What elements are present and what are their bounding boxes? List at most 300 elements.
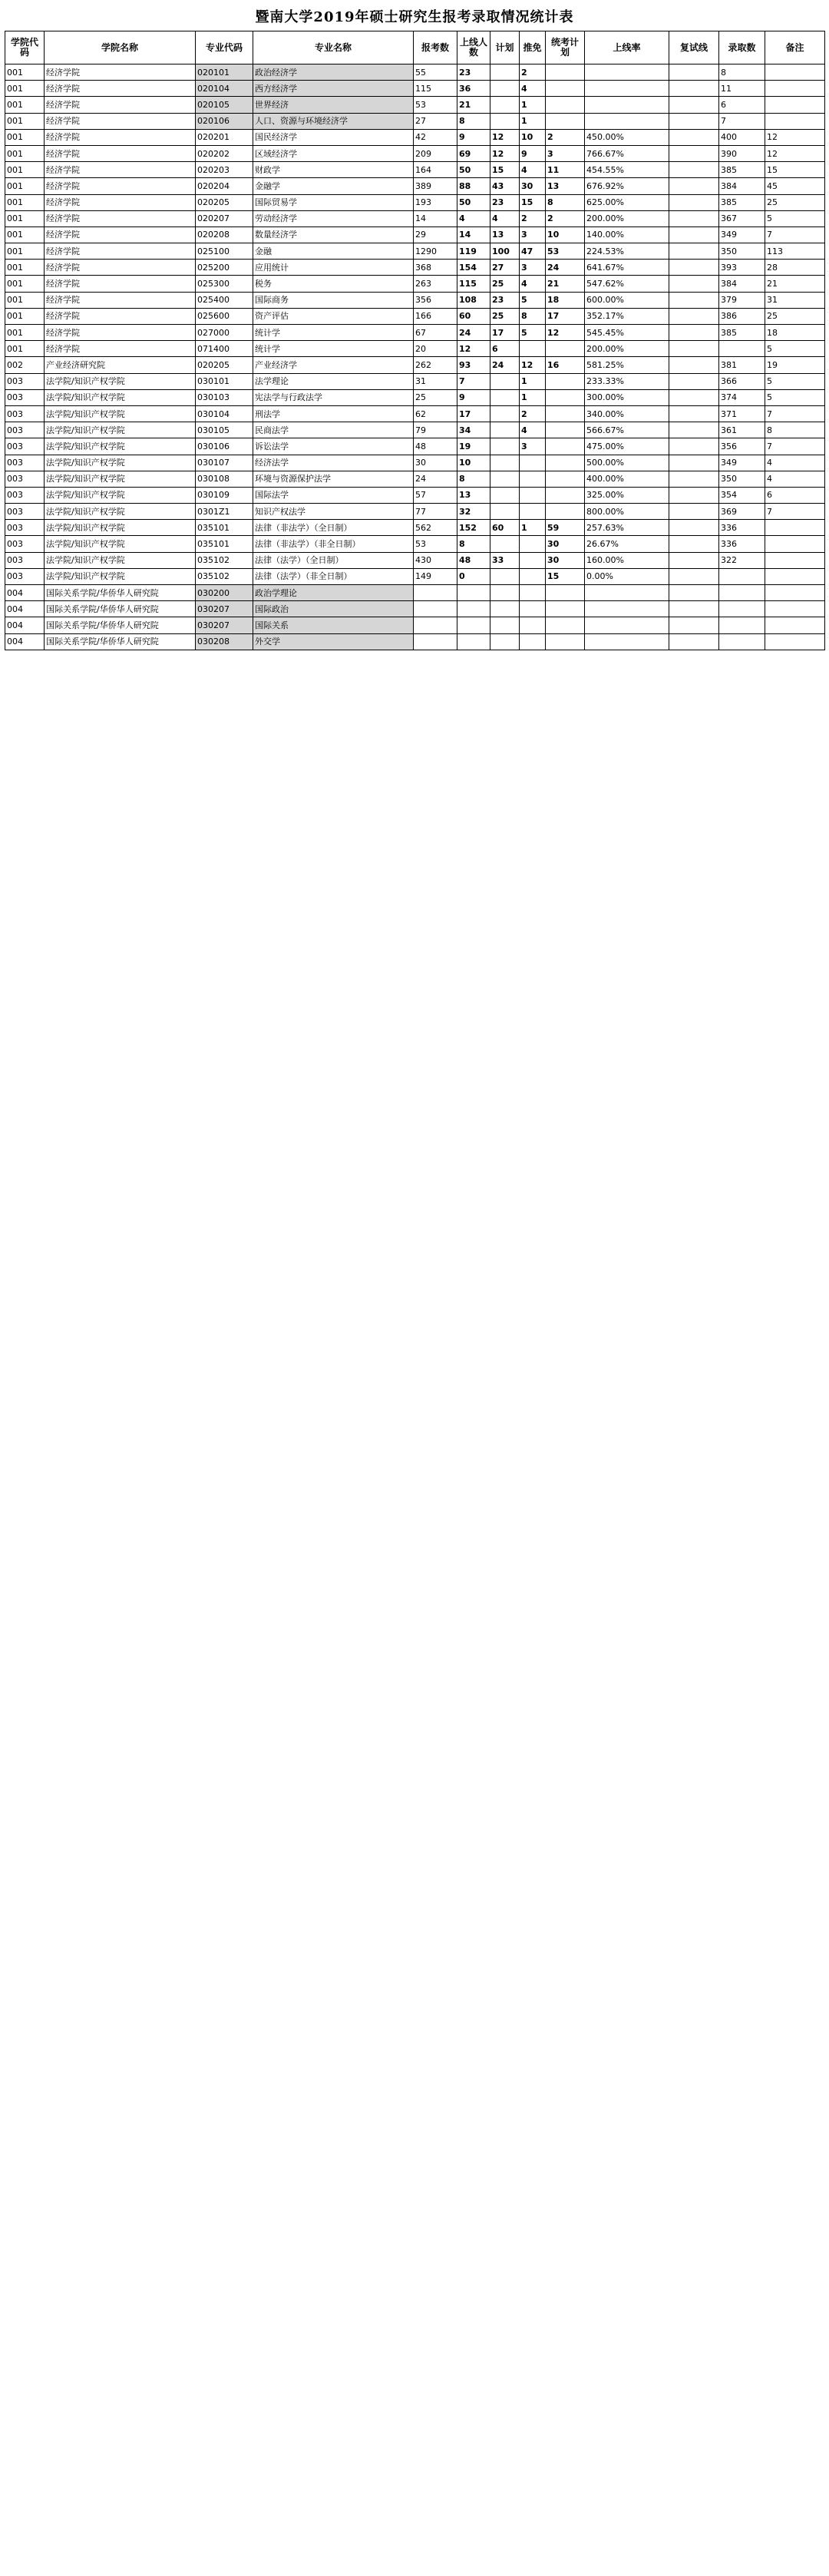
cell-qualified: 21 <box>457 97 490 113</box>
cell-exempt <box>520 455 546 471</box>
cell-major-code: 025300 <box>196 276 253 292</box>
cell-applicants <box>414 633 457 650</box>
cell-major-code: 030208 <box>196 633 253 650</box>
cell-exempt: 1 <box>520 97 546 113</box>
cell-admitted <box>719 601 765 617</box>
cell-cutoff <box>669 260 719 276</box>
cell-admitted: 374 <box>719 389 765 405</box>
cell-exempt <box>520 536 546 552</box>
cell-qualified: 7 <box>457 373 490 389</box>
cell-admitted: 369 <box>719 504 765 520</box>
cell-admitted: 384 <box>719 276 765 292</box>
cell-remark: 19 <box>765 357 825 373</box>
cell-applicants: 115 <box>414 81 457 97</box>
cell-applicants: 562 <box>414 520 457 536</box>
page-title: 暨南大学2019年硕士研究生报考录取情况统计表 <box>255 9 574 25</box>
cell-major-name: 国际贸易学 <box>253 194 414 210</box>
cell-major-code: 020208 <box>196 227 253 243</box>
cell-major-name: 外交学 <box>253 633 414 650</box>
cell-exam-plan: 2 <box>546 129 585 145</box>
cell-major-code: 030104 <box>196 405 253 422</box>
cell-pass-rate <box>585 64 669 81</box>
cell-admitted: 367 <box>719 210 765 227</box>
cell-major-code: 020101 <box>196 64 253 81</box>
cell-exempt <box>520 617 546 633</box>
cell-college-name: 国际关系学院/华侨华人研究院 <box>45 601 196 617</box>
cell-exempt <box>520 585 546 601</box>
header-remark: 备注 <box>765 31 825 64</box>
cell-qualified: 34 <box>457 422 490 438</box>
cell-college-code: 001 <box>5 210 45 227</box>
cell-cutoff <box>669 552 719 568</box>
cell-cutoff <box>669 487 719 503</box>
cell-remark: 5 <box>765 341 825 357</box>
cell-college-code: 001 <box>5 260 45 276</box>
cell-pass-rate: 641.67% <box>585 260 669 276</box>
cell-admitted: 393 <box>719 260 765 276</box>
table-row <box>5 292 825 308</box>
cell-major-name: 法律（非法学）（非全日制） <box>253 536 414 552</box>
cell-college-code: 001 <box>5 97 45 113</box>
cell-major-name: 世界经济 <box>253 97 414 113</box>
cell-major-name: 应用统计 <box>253 260 414 276</box>
cell-pass-rate: 475.00% <box>585 438 669 455</box>
cell-major-name: 税务 <box>253 276 414 292</box>
cell-qualified: 69 <box>457 145 490 161</box>
cell-major-code: 030108 <box>196 471 253 487</box>
cell-college-name: 经济学院 <box>45 260 196 276</box>
cell-college-name: 法学院/知识产权学院 <box>45 405 196 422</box>
table-row <box>5 227 825 243</box>
cell-exam-plan: 15 <box>546 568 585 584</box>
cell-college-name: 法学院/知识产权学院 <box>45 504 196 520</box>
cell-major-code: 030106 <box>196 438 253 455</box>
cell-admitted <box>719 617 765 633</box>
cell-college-code: 001 <box>5 81 45 97</box>
cell-exempt <box>520 568 546 584</box>
cell-qualified: 36 <box>457 81 490 97</box>
cell-qualified: 19 <box>457 438 490 455</box>
cell-qualified: 60 <box>457 308 490 324</box>
cell-qualified <box>457 585 490 601</box>
cell-college-code: 001 <box>5 129 45 145</box>
cell-major-name: 国民经济学 <box>253 129 414 145</box>
cell-exam-plan: 17 <box>546 308 585 324</box>
cell-remark <box>765 64 825 81</box>
cell-college-name: 经济学院 <box>45 178 196 194</box>
cell-exam-plan <box>546 422 585 438</box>
cell-college-code: 003 <box>5 504 45 520</box>
cell-plan: 4 <box>490 210 520 227</box>
cell-college-name: 法学院/知识产权学院 <box>45 520 196 536</box>
cell-admitted: 390 <box>719 145 765 161</box>
cell-exempt: 1 <box>520 113 546 129</box>
cell-college-code: 001 <box>5 341 45 357</box>
cell-plan <box>490 617 520 633</box>
cell-college-name: 经济学院 <box>45 64 196 81</box>
cell-plan <box>490 389 520 405</box>
cell-exam-plan: 24 <box>546 260 585 276</box>
cell-exempt: 1 <box>520 373 546 389</box>
cell-pass-rate: 160.00% <box>585 552 669 568</box>
cell-remark: 6 <box>765 487 825 503</box>
cell-major-name: 法律（法学）（非全日制） <box>253 568 414 584</box>
cell-exempt: 4 <box>520 162 546 178</box>
cell-college-name: 国际关系学院/华侨华人研究院 <box>45 617 196 633</box>
cell-pass-rate <box>585 97 669 113</box>
cell-plan: 15 <box>490 162 520 178</box>
cell-college-code: 004 <box>5 633 45 650</box>
cell-applicants: 53 <box>414 536 457 552</box>
cell-plan <box>490 422 520 438</box>
cell-cutoff <box>669 504 719 520</box>
cell-college-name: 经济学院 <box>45 227 196 243</box>
table-row <box>5 194 825 210</box>
cell-college-name: 产业经济研究院 <box>45 357 196 373</box>
header-admitted: 录取数 <box>719 31 765 64</box>
cell-pass-rate: 300.00% <box>585 389 669 405</box>
table-row <box>5 81 825 97</box>
cell-plan: 24 <box>490 357 520 373</box>
cell-exam-plan <box>546 455 585 471</box>
cell-remark <box>765 113 825 129</box>
cell-applicants: 77 <box>414 504 457 520</box>
cell-remark: 31 <box>765 292 825 308</box>
table-row <box>5 617 825 633</box>
cell-qualified: 10 <box>457 455 490 471</box>
cell-pass-rate: 581.25% <box>585 357 669 373</box>
cell-applicants: 53 <box>414 97 457 113</box>
cell-qualified: 24 <box>457 325 490 341</box>
table-row <box>5 373 825 389</box>
cell-exam-plan: 30 <box>546 536 585 552</box>
cell-plan <box>490 373 520 389</box>
cell-admitted: 349 <box>719 455 765 471</box>
cell-cutoff <box>669 97 719 113</box>
cell-plan <box>490 81 520 97</box>
cell-major-name: 统计学 <box>253 341 414 357</box>
cell-applicants: 67 <box>414 325 457 341</box>
cell-plan: 25 <box>490 308 520 324</box>
cell-applicants: 30 <box>414 455 457 471</box>
cell-cutoff <box>669 178 719 194</box>
cell-remark <box>765 520 825 536</box>
cell-major-name: 民商法学 <box>253 422 414 438</box>
cell-exam-plan: 13 <box>546 178 585 194</box>
cell-pass-rate: 233.33% <box>585 373 669 389</box>
cell-remark: 25 <box>765 308 825 324</box>
cell-major-name: 法律（法学）（全日制） <box>253 552 414 568</box>
cell-exempt: 4 <box>520 276 546 292</box>
cell-admitted: 385 <box>719 194 765 210</box>
cell-admitted <box>719 585 765 601</box>
cell-major-name: 数量经济学 <box>253 227 414 243</box>
cell-college-code: 004 <box>5 617 45 633</box>
header-major-code: 专业代码 <box>196 31 253 64</box>
cell-major-name: 统计学 <box>253 325 414 341</box>
cell-plan: 43 <box>490 178 520 194</box>
cell-college-name: 国际关系学院/华侨华人研究院 <box>45 585 196 601</box>
cell-college-code: 003 <box>5 373 45 389</box>
header-row <box>5 31 825 64</box>
cell-college-code: 001 <box>5 113 45 129</box>
cell-exempt <box>520 504 546 520</box>
cell-college-code: 003 <box>5 422 45 438</box>
cell-college-code: 004 <box>5 601 45 617</box>
cell-admitted: 350 <box>719 471 765 487</box>
cell-major-code: 030101 <box>196 373 253 389</box>
cell-major-code: 030207 <box>196 601 253 617</box>
table-row <box>5 585 825 601</box>
cell-applicants: 31 <box>414 373 457 389</box>
table-body <box>5 64 825 650</box>
cell-exam-plan <box>546 97 585 113</box>
cell-admitted: 354 <box>719 487 765 503</box>
table-row <box>5 536 825 552</box>
cell-college-code: 001 <box>5 308 45 324</box>
cell-college-code: 003 <box>5 438 45 455</box>
cell-plan <box>490 471 520 487</box>
cell-exempt <box>520 633 546 650</box>
cell-remark: 5 <box>765 389 825 405</box>
cell-plan: 60 <box>490 520 520 536</box>
cell-major-name: 国际政治 <box>253 601 414 617</box>
cell-qualified: 23 <box>457 64 490 81</box>
cell-exam-plan: 12 <box>546 325 585 341</box>
cell-plan <box>490 601 520 617</box>
cell-remark: 5 <box>765 373 825 389</box>
cell-college-name: 法学院/知识产权学院 <box>45 487 196 503</box>
cell-admitted: 6 <box>719 97 765 113</box>
cell-college-code: 001 <box>5 194 45 210</box>
cell-college-code: 001 <box>5 145 45 161</box>
cell-college-code: 003 <box>5 405 45 422</box>
cell-college-name: 经济学院 <box>45 162 196 178</box>
cell-major-code: 020106 <box>196 113 253 129</box>
cell-college-name: 经济学院 <box>45 113 196 129</box>
cell-exempt: 1 <box>520 520 546 536</box>
cell-college-name: 经济学院 <box>45 210 196 227</box>
cell-exam-plan <box>546 471 585 487</box>
cell-college-name: 经济学院 <box>45 81 196 97</box>
cell-major-name: 区域经济学 <box>253 145 414 161</box>
cell-exam-plan: 21 <box>546 276 585 292</box>
cell-exempt: 5 <box>520 325 546 341</box>
cell-applicants: 79 <box>414 422 457 438</box>
cell-major-code: 020205 <box>196 194 253 210</box>
cell-cutoff <box>669 536 719 552</box>
cell-cutoff <box>669 389 719 405</box>
cell-pass-rate <box>585 601 669 617</box>
cell-cutoff <box>669 585 719 601</box>
cell-major-code: 025400 <box>196 292 253 308</box>
cell-remark <box>765 568 825 584</box>
cell-plan <box>490 536 520 552</box>
cell-applicants: 14 <box>414 210 457 227</box>
cell-major-code: 020204 <box>196 178 253 194</box>
cell-applicants: 149 <box>414 568 457 584</box>
cell-major-code: 020203 <box>196 162 253 178</box>
cell-major-code: 030103 <box>196 389 253 405</box>
cell-major-name: 金融学 <box>253 178 414 194</box>
cell-pass-rate <box>585 81 669 97</box>
cell-applicants: 48 <box>414 438 457 455</box>
cell-exempt: 1 <box>520 389 546 405</box>
cell-admitted: 400 <box>719 129 765 145</box>
cell-remark: 7 <box>765 227 825 243</box>
cell-exam-plan <box>546 633 585 650</box>
cell-college-code: 001 <box>5 227 45 243</box>
cell-pass-rate <box>585 113 669 129</box>
cell-applicants: 389 <box>414 178 457 194</box>
cell-admitted: 381 <box>719 357 765 373</box>
cell-remark: 28 <box>765 260 825 276</box>
cell-applicants: 42 <box>414 129 457 145</box>
header-plan: 计划 <box>490 31 520 64</box>
cell-exam-plan <box>546 438 585 455</box>
cell-major-code: 030105 <box>196 422 253 438</box>
cell-exam-plan: 3 <box>546 145 585 161</box>
cell-college-name: 法学院/知识产权学院 <box>45 422 196 438</box>
cell-applicants: 20 <box>414 341 457 357</box>
table-row <box>5 504 825 520</box>
cell-qualified: 32 <box>457 504 490 520</box>
cell-qualified: 14 <box>457 227 490 243</box>
cell-cutoff <box>669 292 719 308</box>
cell-college-name: 经济学院 <box>45 129 196 145</box>
cell-cutoff <box>669 568 719 584</box>
header-college-name: 学院名称 <box>45 31 196 64</box>
cell-cutoff <box>669 520 719 536</box>
table-row <box>5 455 825 471</box>
cell-cutoff <box>669 113 719 129</box>
cell-qualified: 115 <box>457 276 490 292</box>
cell-college-name: 经济学院 <box>45 325 196 341</box>
cell-exempt: 3 <box>520 227 546 243</box>
cell-college-code: 001 <box>5 292 45 308</box>
cell-college-code: 001 <box>5 325 45 341</box>
cell-exam-plan: 16 <box>546 357 585 373</box>
cell-exam-plan <box>546 64 585 81</box>
cell-pass-rate: 566.67% <box>585 422 669 438</box>
cell-admitted: 356 <box>719 438 765 455</box>
cell-exam-plan: 53 <box>546 243 585 260</box>
cell-exam-plan: 2 <box>546 210 585 227</box>
cell-major-name: 西方经济学 <box>253 81 414 97</box>
cell-plan: 100 <box>490 243 520 260</box>
cell-pass-rate: 450.00% <box>585 129 669 145</box>
cell-exam-plan: 11 <box>546 162 585 178</box>
cell-cutoff <box>669 422 719 438</box>
cell-major-code: 035102 <box>196 552 253 568</box>
table-row <box>5 97 825 113</box>
cell-admitted: 379 <box>719 292 765 308</box>
cell-applicants: 29 <box>414 227 457 243</box>
cell-exam-plan <box>546 373 585 389</box>
cell-remark: 4 <box>765 471 825 487</box>
cell-exempt: 4 <box>520 81 546 97</box>
cell-college-code: 001 <box>5 64 45 81</box>
cell-major-name: 法学理论 <box>253 373 414 389</box>
cell-remark: 7 <box>765 504 825 520</box>
header-qualified: 上线人数 <box>457 31 490 64</box>
cell-applicants: 262 <box>414 357 457 373</box>
cell-exam-plan <box>546 113 585 129</box>
cell-exempt <box>520 487 546 503</box>
cell-exam-plan: 59 <box>546 520 585 536</box>
cell-exempt <box>520 341 546 357</box>
table-row <box>5 568 825 584</box>
cell-cutoff <box>669 162 719 178</box>
cell-pass-rate: 454.55% <box>585 162 669 178</box>
cell-remark: 113 <box>765 243 825 260</box>
cell-exam-plan <box>546 601 585 617</box>
cell-major-name: 刑法学 <box>253 405 414 422</box>
cell-qualified <box>457 617 490 633</box>
cell-exam-plan <box>546 585 585 601</box>
cell-remark <box>765 617 825 633</box>
cell-college-name: 法学院/知识产权学院 <box>45 438 196 455</box>
cell-exam-plan <box>546 341 585 357</box>
cell-college-name: 经济学院 <box>45 194 196 210</box>
header-pass-rate: 上线率 <box>585 31 669 64</box>
cell-applicants: 62 <box>414 405 457 422</box>
cell-remark: 7 <box>765 405 825 422</box>
cell-major-name: 金融 <box>253 243 414 260</box>
cell-plan: 25 <box>490 276 520 292</box>
cell-college-name: 经济学院 <box>45 292 196 308</box>
cell-exempt: 12 <box>520 357 546 373</box>
cell-remark: 5 <box>765 210 825 227</box>
cell-cutoff <box>669 325 719 341</box>
cell-college-name: 法学院/知识产权学院 <box>45 373 196 389</box>
header-exam-plan: 统考计划 <box>546 31 585 64</box>
cell-plan: 23 <box>490 194 520 210</box>
cell-plan: 23 <box>490 292 520 308</box>
table-row <box>5 145 825 161</box>
table-row <box>5 471 825 487</box>
cell-pass-rate: 625.00% <box>585 194 669 210</box>
cell-remark: 8 <box>765 422 825 438</box>
cell-plan <box>490 97 520 113</box>
cell-applicants <box>414 601 457 617</box>
cell-cutoff <box>669 405 719 422</box>
cell-exempt: 47 <box>520 243 546 260</box>
cell-major-name: 国际关系 <box>253 617 414 633</box>
cell-exempt <box>520 601 546 617</box>
cell-pass-rate: 600.00% <box>585 292 669 308</box>
cell-college-code: 001 <box>5 162 45 178</box>
cell-qualified: 0 <box>457 568 490 584</box>
cell-exam-plan: 18 <box>546 292 585 308</box>
cell-admitted: 366 <box>719 373 765 389</box>
cell-admitted <box>719 341 765 357</box>
cell-remark: 4 <box>765 455 825 471</box>
cell-admitted: 8 <box>719 64 765 81</box>
table-row <box>5 113 825 129</box>
cell-college-code: 001 <box>5 243 45 260</box>
cell-remark <box>765 585 825 601</box>
cell-applicants <box>414 585 457 601</box>
cell-plan <box>490 405 520 422</box>
cell-admitted: 322 <box>719 552 765 568</box>
cell-exempt: 5 <box>520 292 546 308</box>
cell-major-name: 劳动经济学 <box>253 210 414 227</box>
cell-exempt: 15 <box>520 194 546 210</box>
cell-major-name: 经济法学 <box>253 455 414 471</box>
cell-major-name: 政治经济学 <box>253 64 414 81</box>
cell-applicants: 368 <box>414 260 457 276</box>
